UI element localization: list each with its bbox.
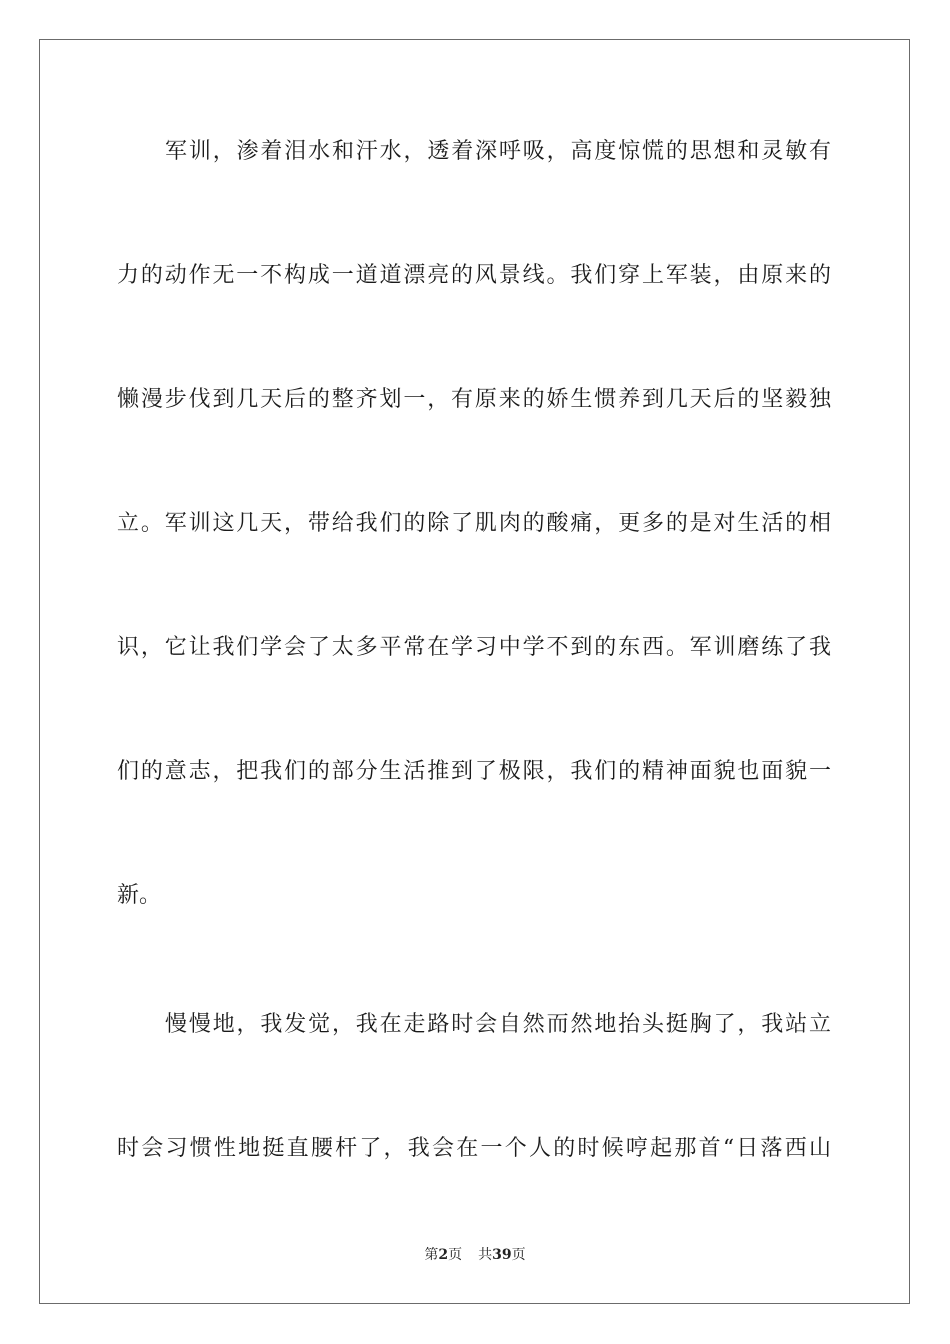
paragraph-2-line-2: 时会习惯性地挺直腰杆了，我会在一个人的时候哼起那首“日落西山 (117, 1136, 831, 1161)
page-border (39, 39, 910, 1304)
page-suffix: 页 (448, 1247, 463, 1263)
paragraph-1-line-5: 识，它让我们学会了太多平常在学习中学不到的东西。军训磨练了我 (117, 635, 831, 660)
paragraph-1-line-1: 军训，渗着泪水和汗水，透着深呼吸，高度惊慌的思想和灵敏有 (165, 139, 831, 164)
paragraph-1-line-3: 懒漫步伐到几天后的整齐划一，有原来的娇生惯养到几天后的坚毅独 (117, 387, 831, 412)
paragraph-1-line-4: 立。军训这几天，带给我们的除了肌肉的酸痛，更多的是对生活的相 (117, 511, 831, 536)
page-prefix: 第 (424, 1247, 439, 1263)
page-footer (0, 1246, 950, 1264)
paragraph-1-line-2: 力的动作无一不构成一道道漂亮的风景线。我们穿上军装，由原来的 (117, 263, 831, 288)
paragraph-2-line-1: 慢慢地，我发觉，我在走路时会自然而然地抬头挺胸了，我站立 (165, 1012, 831, 1037)
total-suffix: 页 (511, 1247, 526, 1263)
total-pages: 39 (492, 1247, 512, 1263)
paragraph-1-line-7: 新。 (117, 883, 162, 908)
page-number: 2 (438, 1247, 449, 1263)
paragraph-1-line-6: 们的意志，把我们的部分生活推到了极限，我们的精神面貌也面貌一 (117, 759, 831, 784)
total-prefix: 共 (478, 1247, 493, 1263)
